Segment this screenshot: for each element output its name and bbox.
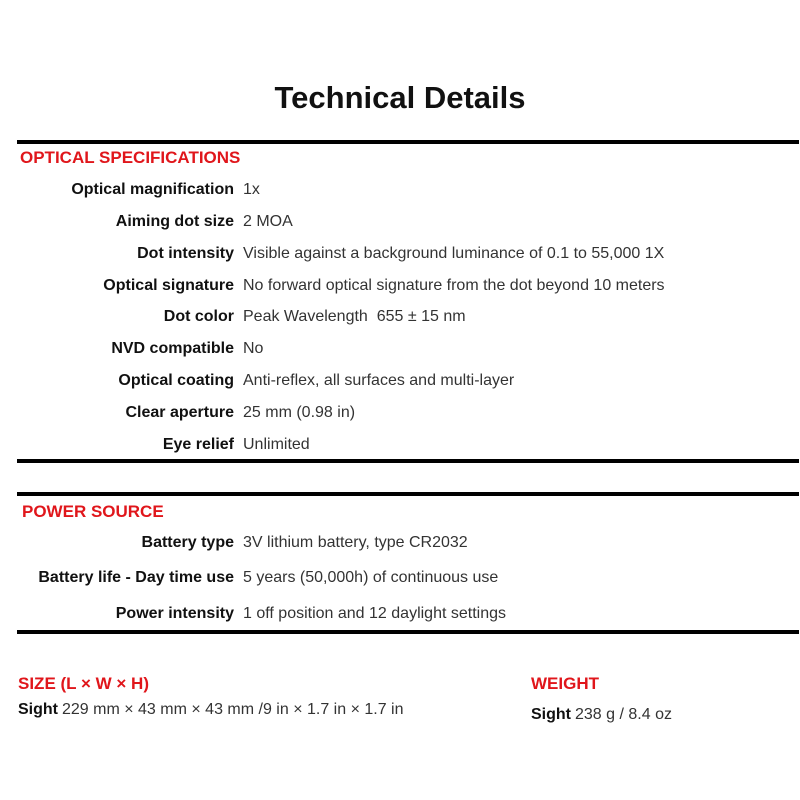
power-source-heading: POWER SOURCE	[22, 502, 164, 521]
page-title: Technical Details	[274, 80, 526, 115]
size-spec	[18, 701, 404, 719]
spec-value: Peak Wavelength 655 ± 15 nm	[243, 308, 466, 325]
spec-value: 3V lithium battery, type CR2032	[243, 534, 468, 551]
size-label: Sight	[18, 701, 58, 718]
spec-row-dot-color	[0, 308, 800, 330]
spec-row-power-intensity	[0, 605, 800, 627]
spec-label: NVD compatible	[111, 340, 234, 357]
spec-value: No forward optical signature from the dot beyond 10 meters	[243, 277, 665, 294]
spec-label: Battery type	[141, 534, 234, 551]
spec-row-dot-intensity	[0, 245, 800, 267]
optical-specifications-heading: OPTICAL SPECIFICATIONS	[20, 148, 241, 167]
section-divider	[17, 492, 799, 496]
spec-row-battery-type	[0, 534, 800, 556]
spec-label: Dot color	[163, 308, 234, 325]
spec-value: Anti-reflex, all surfaces and multi-layer	[243, 372, 515, 389]
spec-value: 2 MOA	[243, 213, 293, 230]
spec-row-nvd-compatible	[0, 340, 800, 362]
spec-row-optical-magnification	[0, 181, 800, 203]
spec-row-optical-signature	[0, 277, 800, 299]
spec-row-battery-life	[0, 569, 800, 591]
spec-row-eye-relief	[0, 436, 800, 458]
spec-value: 1 off position and 12 daylight settings	[243, 605, 506, 622]
spec-label: Dot intensity	[137, 245, 234, 262]
spec-value: Visible against a background luminance of 0.1 to 55,000 1X	[243, 245, 665, 262]
spec-value: 1x	[243, 181, 260, 198]
spec-label: Eye relief	[162, 436, 234, 453]
spec-label: Battery life - Day time use	[38, 569, 234, 586]
weight-label: Sight	[531, 706, 571, 723]
spec-label: Optical magnification	[71, 181, 234, 198]
section-divider	[17, 140, 799, 144]
spec-value: Unlimited	[243, 436, 310, 453]
weight-heading: WEIGHT	[531, 674, 599, 693]
spec-label: Power intensity	[115, 605, 234, 622]
spec-row-optical-coating	[0, 372, 800, 394]
section-divider	[17, 630, 799, 634]
spec-value: No	[243, 340, 264, 357]
spec-label: Clear aperture	[125, 404, 234, 421]
weight-value: 238 g / 8.4 oz	[575, 706, 672, 723]
spec-row-clear-aperture	[0, 404, 800, 426]
spec-value: 5 years (50,000h) of continuous use	[243, 569, 499, 586]
size-value: 229 mm × 43 mm × 43 mm /9 in × 1.7 in × 1.7 in	[62, 701, 404, 718]
spec-value: 25 mm (0.98 in)	[243, 404, 356, 421]
section-divider	[17, 459, 799, 463]
spec-label: Optical coating	[118, 372, 234, 389]
spec-label: Optical signature	[103, 277, 234, 294]
spec-row-aiming-dot-size	[0, 213, 800, 235]
spec-label: Aiming dot size	[115, 213, 234, 230]
weight-spec	[531, 706, 672, 724]
size-heading: SIZE (L × W × H)	[18, 674, 149, 693]
